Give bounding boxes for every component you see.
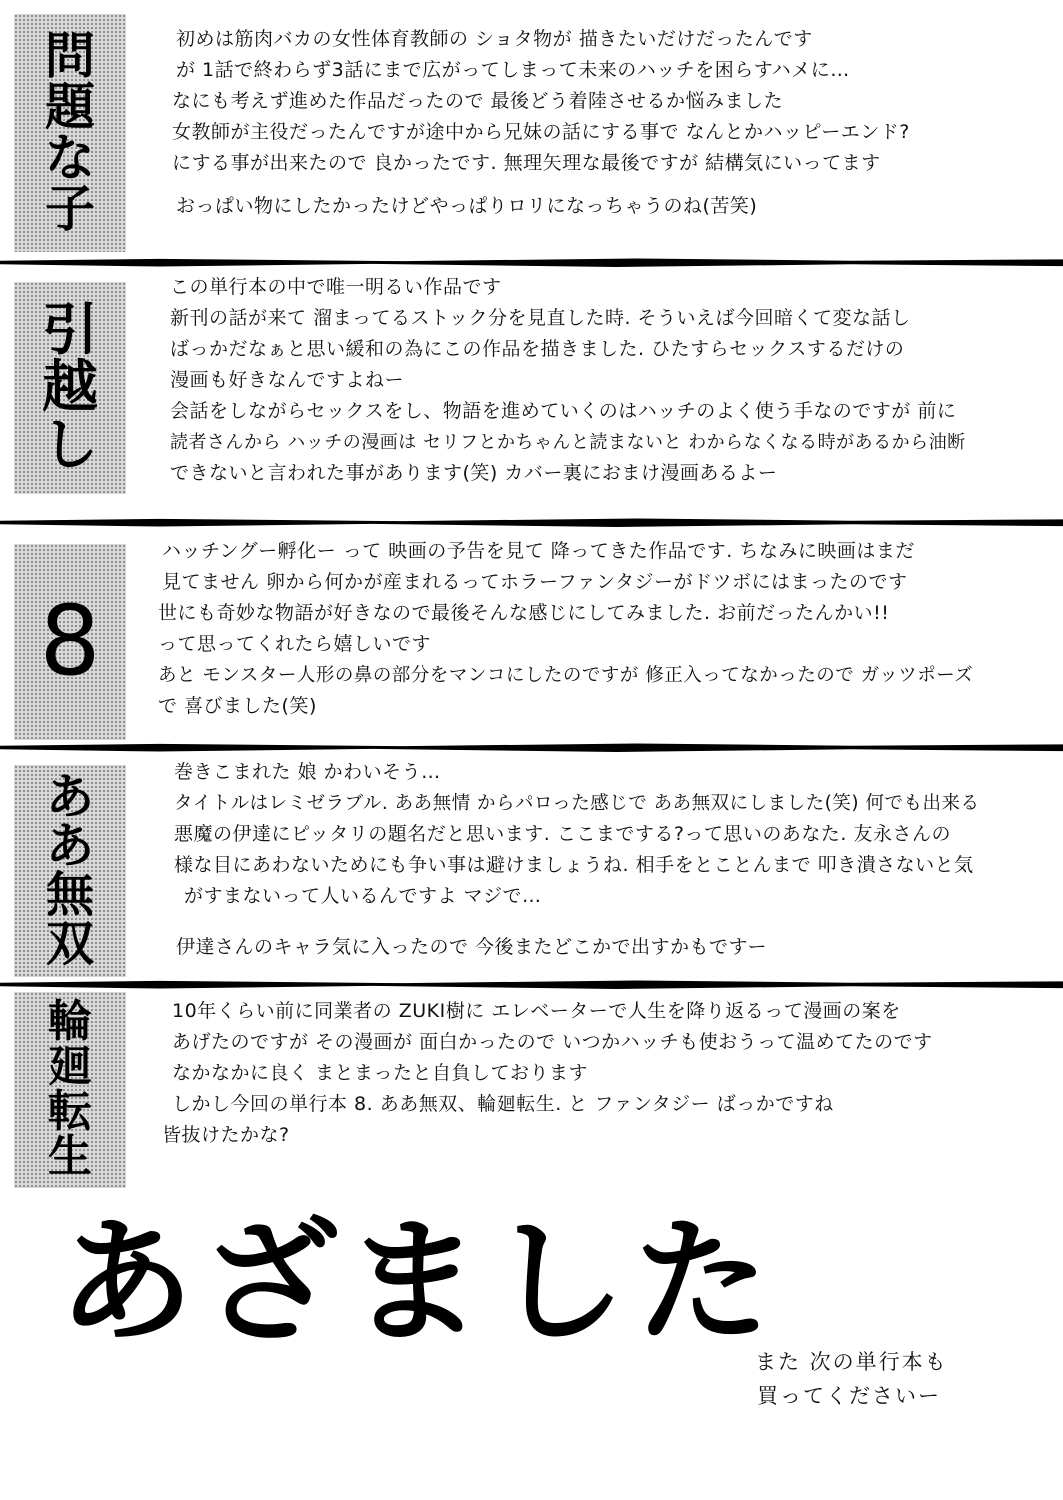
section-text [162,996,1049,1151]
text-line: にする事が出来たので 良かったです. 無理矢理な最後ですが 結構気にいってます [172,152,881,174]
text-line: あげたのですが その漫画が 面白かったので いつかハッチも使おうって温めてたのです [172,1031,933,1053]
closing-line: また 次の単行本も [755,1350,948,1374]
section-label-box [14,992,126,1188]
section-text [158,536,1049,722]
text-line: 新刊の話が来て 溜まってるストック分を見直した時. そういえば今回暗くて変な話し [170,307,911,329]
text-line: 巻きこまれた 娘 かわいそう… [174,761,441,783]
text-line: 世にも奇妙な物語が好きなので最後そんな感じにしてみました. お前だったんかい!! [158,602,890,624]
text-line: 皆抜けたかな? [162,1124,290,1146]
section-label-box [14,14,126,252]
section-text [162,272,1049,489]
text-line: で 喜びました(笑) [158,695,317,717]
section-label-box [14,282,126,494]
text-line: 伊達さんのキャラ気に入ったので 今後またどこかで出すかもですー [176,936,767,958]
label-char: 輪 [48,996,92,1048]
closing-message [755,1345,948,1413]
text-line: 見てません 卵から何かが産まれるってホラーファンタジーがドツボにはまったのです [162,571,908,593]
text-line: がすまないって人いるんですよ マジで… [184,885,542,907]
text-line: タイトルはレミゼラブル. ああ無情 からパロった感じで ああ無双にしました(笑) 何でも出来る [174,793,980,814]
section-label-box [14,544,126,740]
text-line: 悪魔の伊達にピッタリの題名だと思います. ここまでする?って思いのあなた. 友永さんの [174,823,951,845]
label-char: 問 [45,27,95,85]
text-line: なにも考えず進めた作品だったので 最後どう着陸させるか悩みました [172,90,784,112]
label-char: 生 [48,1130,92,1182]
text-line: 読者さんから ハッチの漫画は セリフとかちゃんと読まないと わからなくなる時があるから油断 [170,432,966,453]
section-text [162,757,1049,963]
text-line: 会話をしながらセックスをし、物語を進めていくのはハッチのよく使う手なのですが 前に [170,400,957,422]
label-char: あ [45,818,94,875]
label-char: 8 [39,585,101,698]
text-line: あと モンスター人形の鼻の部分をマンコにしたのですが 修正入ってなかったので ガッツポーズ [158,665,974,686]
label-char: し [42,412,98,478]
label-char: 廻 [48,1041,92,1093]
afterword-section-rinne-tensei [0,990,1063,1196]
label-char: 双 [45,915,94,972]
afterword-section-aa-musou [0,753,1063,983]
text-line: 女教師が主役だったんですが途中から兄妹の話にする事で なんとかハッピーエンド? [172,121,910,143]
text-line: しかし今回の単行本 8. ああ無双、輪廻転生. と ファンタジー ばっかですね [172,1093,834,1115]
label-char: 越 [42,355,98,421]
label-char: な [45,129,95,187]
label-char: 引 [42,298,98,364]
afterword-section-hikkoshi [0,268,1063,520]
section-text [162,24,1049,222]
text-line: おっぱい物にしたかったけどやっぱりロリになっちゃうのね(苦笑) [176,195,758,217]
label-char: 無 [45,867,94,923]
text-line: できないと言われた事があります(笑) カバー裏におまけ漫画あるよー [170,462,778,484]
label-char: 題 [45,78,95,136]
label-char: 子 [45,180,95,238]
label-char: 転 [48,1086,92,1137]
afterword-section-8 [0,528,1063,746]
text-line: 様な目にあわないためにも争い事は避けましょうね. 相手をとことんまで 叩き潰さないと気 [174,854,974,876]
closing-thanks-heading: あざました [58,1204,778,1362]
text-line: ハッチングー孵化ー って 映画の予告を見て 降ってきた作品です. ちなみに映画はまだ [162,540,915,562]
label-char: あ [45,769,94,826]
closing-line: 買ってくださいー [757,1384,941,1408]
text-line: って思ってくれたら嬉しいです [158,633,432,655]
section-label-box [14,765,126,977]
text-line: 漫画も好きなんですよねー [170,369,405,391]
text-line: ばっかだなぁと思い緩和の為にこの作品を描きました. ひたすらセックスするだけの [170,338,905,360]
text-line: 初めは筋肉バカの女性体育教師の ショタ物が 描きたいだけだったんです [176,28,813,50]
afterword-section-mondai-nako [0,0,1063,262]
text-line: この単行本の中で唯一明るい作品です [170,276,502,298]
text-line: が 1話で終わらず3話にまで広がってしまって未来のハッチを困らすハメに… [176,59,850,81]
text-line: なかなかに良く まとまったと自負しております [172,1062,589,1084]
text-line: 10年くらい前に同業者の ZUKI樹に エレベーターで人生を降り返るって漫画の案を [172,1000,901,1022]
